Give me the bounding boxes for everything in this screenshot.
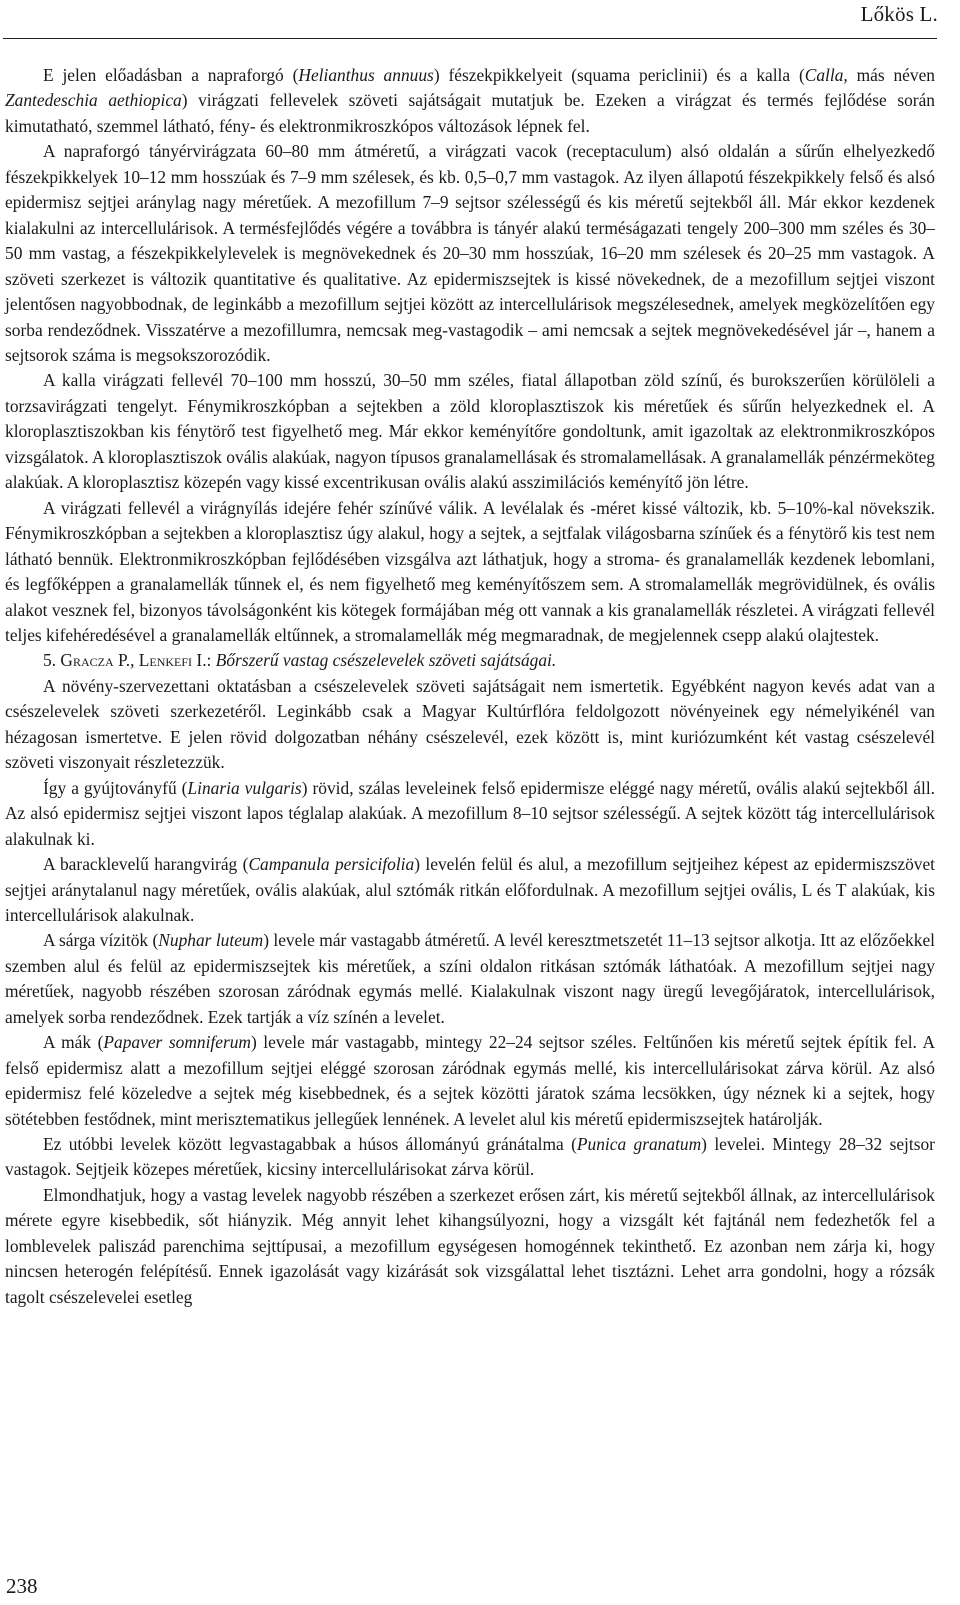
section-napraforgo-kalla <box>5 63 935 648</box>
species-name: Nuphar luteum <box>158 930 264 951</box>
paragraph <box>5 1132 935 1183</box>
text-run: A sárga vízitök ( <box>43 930 159 951</box>
header-rule <box>3 38 937 39</box>
text-run: ) levele már vastagabb, mintegy 22–24 sejtsor széles. Feltűnően kis méretű sejtek építik fel. A felső epidermisz alatt a mezofillum sejtjei eléggé szorosan záródnak egymás mellé, kis intercellulárisokat zárva körül. Az alsó epidermisz felé közeledve a sejtek még kisebbednek, és a sejtek közötti járatok száma lecsökken, úgy néznek ki a sejtek, hogy sötétebben festődnek, mint merisztematikus jellegűek lennének. A levelet alul kis méretű epidermiszsejtek határolják. <box>5 1032 936 1129</box>
species-name: Calla, <box>804 65 848 85</box>
author-name: Lenkefi <box>138 650 193 671</box>
text-run: ) virágzati fellevelek szöveti sajátságait mutatjuk be. Ezeken a virágzat és termés fejlődése során kimutatható, szemmel látható, fény- és elektronmikroszkópos változások lépnek fel. <box>5 90 935 136</box>
running-head: Lőkös L. <box>860 2 938 26</box>
text-run: Ez utóbbi levelek között legvastagabbak a húsos állományú gránátalma ( <box>43 1134 577 1155</box>
paragraph <box>5 1030 935 1132</box>
text-run: Így a gyújtoványfű ( <box>43 777 188 798</box>
text-run: ) fészekpikkelyeit (squama periclinii) és a kalla ( <box>433 65 805 85</box>
text-run: A mák ( <box>43 1032 104 1053</box>
section-cseszelevelek <box>5 674 935 1310</box>
author-name: Gracza <box>60 650 114 671</box>
paragraph <box>5 928 935 1030</box>
text-run: ) rövid, szálas leveleinek felső epidermisze eléggé nagy méretű, ovális alakú sejtekből áll. Az alsó epidermisz sejtjei viszont lapos téglalap alakúak. A mezofillum 8–10 sejtsor szélességű. A sejtek között tág intercellulárisok alakulnak ki. <box>5 777 935 849</box>
paragraph <box>5 139 935 368</box>
paragraph <box>5 776 935 852</box>
text-run: ) levelei. Mintegy 28–32 sejtsor vastagok. Sejtjeik közepes méretűek, kicsiny intercellulárisokat zárva körül. <box>5 1134 935 1180</box>
species-name: Papaver somniferum <box>103 1032 251 1053</box>
paragraph <box>5 674 935 776</box>
author-initial: I.: <box>192 650 216 671</box>
text-run: A baracklevelű harangvirág ( <box>43 854 249 875</box>
species-name: Punica granatum <box>576 1134 702 1155</box>
text-run: ) levelén felül és alul, a mezofillum sejtjeihez képest az epidermiszszövet sejtjei aránytalanul nagy méretűek, ovális alakúak, alul sztómák ritkán előfordulnak. A mezofillum sejtjei ovális, L és T alakúak, kis intercellulárisok alakulnak. <box>5 854 936 925</box>
section-heading <box>5 648 935 673</box>
text-run: A virágzati fellevél a virágnyílás idejére fehér színűvé válik. A levélalak és -méret kissé változik, kb. 5–10%-kal növekszik. Fénymikroszkópban a sejtekben a kloroplasztisz úgy alakul, hogy a sejtek, a sejtfalak világosbarna színűek és a fénytörő kis test nem látható bennük. Elektronmikroszkópban fejlődésében vizsgálva azt láthatjuk, hogy a stroma- és granalamellák kezdenek lebomlani, és legfőképpen a granalamellák tűnnek el, és nem figyelhető meg keményítőszem sem. A stromalamellák megrövidülnek, és ovális alakot vesznek fel, bizonyos távolságonként kis kötegek formájában még ott vannak a kis granalamellák részletei. A virágzati fellevél teljes kifehéredésével a granalamellák eltűnnek, a stromalamellák még megmaradnak, de megjelennek csepp alakú olajtestek. <box>5 497 935 645</box>
paragraph <box>5 63 935 139</box>
text-run: A növény-szervezettani oktatásban a csészelevelek szöveti sajátságait nem ismertetik. Egyébként nagyon kevés adat van a csészelevelek szöveti szerkezetéről. Leginkább csak a Magyar Kultúrflóra feldolgozott növényeinek egy némelyikénél van hézagosan ismertetve. E jelen rövid dolgozatban néhány csészelevél, ezek között is, mint kuriózumként két vastag csészelevél szöveti viszonyait részletezzük. <box>5 675 935 773</box>
page-number: 238 <box>6 1574 38 1598</box>
article-body <box>5 63 935 1310</box>
paragraph <box>5 1183 935 1310</box>
species-name: Campanula persicifolia <box>248 854 415 875</box>
text-run: A kalla virágzati fellevél 70–100 mm hosszú, 30–50 mm széles, fiatal állapotban zöld színű, és burokszerűen körülöleli a torzsavirágzati tengelyt. Fénymikroszkópban a sejtekben a zöld kloroplasztiszok kis méretűek és sűrűn helyezkednek el. A kloroplasztiszokban kis fénytörő test figyelhető meg. Már ekkor keményítőre gondoltunk, amit igazoltak az elektronmikroszkópos vizsgálatok. A kloroplasztiszok ovális alakúak, nagyon típusos granalamellásak és stromalamellásak. A granalamellák pénzérmeköteg alakúak. A kloroplasztisz közepén vagy kissé excentrikusan ovális alakú asszimilációs keményítő jön létre. <box>5 370 935 493</box>
paragraph <box>5 368 935 495</box>
section-title: Bőrszerű vastag csészelevelek szöveti sajátságai. <box>215 650 557 671</box>
section-number: 5. <box>43 650 61 671</box>
text-run: E jelen előadásban a napraforgó ( <box>43 65 299 85</box>
text-run: Elmondhatjuk, hogy a vastag levelek nagyobb részében a szerkezet erősen zárt, kis méretű sejtekből állnak, az intercellulárisok mérete egyre kisebbedik, sőt hiányzik. Még annyit lehet kihangsúlyozni, hogy a vizsgált két fajtánál nem fedezhetők fel a lomblevelek paliszád parenchima sejttípusai, a mezofillum egységesen homogénnek tekinthető. Ez azonban nem zárja ki, hogy nincsen heterogén felépítésű. Ennek igazolását vagy kizárását sok vizsgálattal lehet tisztázni. Lehet arra gondolni, hogy a rózsák tagolt csészelevelei esetleg <box>5 1184 935 1307</box>
text-run: A napraforgó tányérvirágzata 60–80 mm átméretű, a virágzati vacok (receptaculum) alsó oldalán a sűrűn elhelyezkedő fészekpikkelyek 10–12 mm hosszúak és 7–9 mm szélesek, és kb. 0,5–0,7 mm vastagok. Az ilyen állapotú fészekpikkely felső és alsó epidermisz sejtjei aránylag nagy méretűek. A mezofillum 7–9 sejtsor szélességű és kis méretű sejtekből áll. Már ekkor kezdenek kialakulni az intercellulárisok. A termésfejlődés végére a továbbra is tányér alakú terméságazati tengely 200–300 mm széles és 30–50 mm vastag, a fészekpikkelylevelek is megnövekednek és 20–30 mm hosszúak, 16–20 mm szélesek és 20–25 mm vastagok. A szöveti szerkezet is változik quantitative és qualitative. Az epidermiszsejtek is kissé növekednek, de a mezofillum sejtjei viszont jelentősen nagyobbodnak, de leginkább a mezofillum sejtjei között az intercellulárisok megszélesednek, amelyek megközelítően egy sorba rendeződnek. Visszatérve a mezofillumra, nemcsak meg-vastagodik – ami nemcsak a sejtek megnövekedésével jár –, hanem a sejtsorok száma is megsokszorozódik. <box>5 141 935 365</box>
paragraph <box>5 496 935 649</box>
text-run: más néven <box>847 65 935 85</box>
paragraph <box>5 852 935 928</box>
text-run: ) levele már vastagabb átméretű. A levél keresztmetszetét 11–13 sejtsor alkotja. Itt az előzőekkel szemben alul és felül az epidermiszsejtek kis méretűek, a színi oldalon ritkásan sztómák láthatóak. A mezofillum sejtjei nagy méretűek, nagyobb részében szorosan záródnak egymás mellé. Kialakulnak viszont nagy üregű levegőjáratok, intercellulárisok, amelyek sorba rendeződnek. Ezek tartják a víz színén a levelet. <box>5 930 935 1027</box>
species-name: Linaria vulgaris <box>187 777 302 798</box>
species-name: Zantedeschia aethiopica <box>5 90 182 111</box>
species-name: Helianthus annuus <box>298 65 434 85</box>
author-initial: P., <box>113 650 139 671</box>
